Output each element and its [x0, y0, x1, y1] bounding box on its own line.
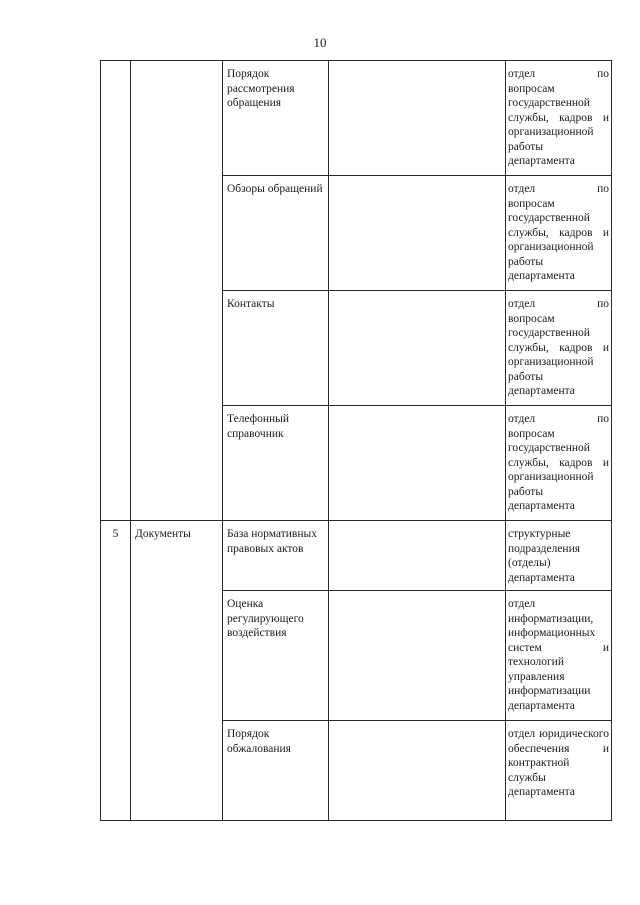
- item-cell: Оценка регулирующего воздействия: [223, 591, 329, 721]
- content-cell: [329, 721, 506, 821]
- responsible-cell: [506, 521, 612, 591]
- item-cell: Порядок рассмотрения обращения: [223, 61, 329, 176]
- document-table: [100, 60, 612, 821]
- responsible-text: вопросам государственной службы, кадров и организационной работы департамента: [508, 312, 609, 397]
- content-cell: [329, 591, 506, 721]
- responsible-text: структурные подразделения (отделы) департамента: [508, 528, 581, 584]
- item-cell: База нормативных правовых актов: [223, 521, 329, 591]
- responsible-text: отдел информатизации, информационных систем и технологий управления информатизации департамента: [508, 598, 609, 712]
- responsible-second-word: по: [597, 183, 609, 195]
- responsible-first-word: отдел: [508, 298, 536, 310]
- content-cell: [329, 291, 506, 406]
- responsible-second-word: по: [597, 68, 609, 80]
- responsible-cell: [506, 291, 612, 406]
- section-cell: Документы: [131, 521, 223, 821]
- item-cell: Обзоры обращений: [223, 176, 329, 291]
- responsible-second-word: по: [597, 298, 609, 310]
- item-cell: Порядок обжалования: [223, 721, 329, 821]
- responsible-cell: [506, 406, 612, 521]
- content-cell: [329, 406, 506, 521]
- row-number-cell: [101, 61, 131, 521]
- item-cell: Телефонный справочник: [223, 406, 329, 521]
- content-cell: [329, 176, 506, 291]
- responsible-cell: [506, 61, 612, 176]
- responsible-first-word: отдел: [508, 183, 536, 195]
- table-row: [101, 521, 612, 591]
- responsible-first-word: отдел: [508, 68, 536, 80]
- responsible-text: вопросам государственной службы, кадров и организационной работы департамента: [508, 82, 609, 167]
- responsible-first-word: отдел: [508, 413, 536, 425]
- table-row: [101, 61, 612, 176]
- item-cell: Контакты: [223, 291, 329, 406]
- content-cell: [329, 521, 506, 591]
- responsible-second-word: по: [597, 413, 609, 425]
- responsible-cell: [506, 176, 612, 291]
- content-cell: [329, 61, 506, 176]
- row-number-cell: 5: [101, 521, 131, 821]
- responsible-text: вопросам государственной службы, кадров и организационной работы департамента: [508, 197, 609, 282]
- section-cell: [131, 61, 223, 521]
- responsible-cell: [506, 721, 612, 821]
- responsible-text: отдел юридического обеспечения и контрактной службы департамента: [508, 728, 609, 798]
- responsible-text: вопросам государственной службы, кадров и организационной работы департамента: [508, 427, 609, 512]
- responsible-cell: [506, 591, 612, 721]
- page-number: 10: [313, 35, 327, 50]
